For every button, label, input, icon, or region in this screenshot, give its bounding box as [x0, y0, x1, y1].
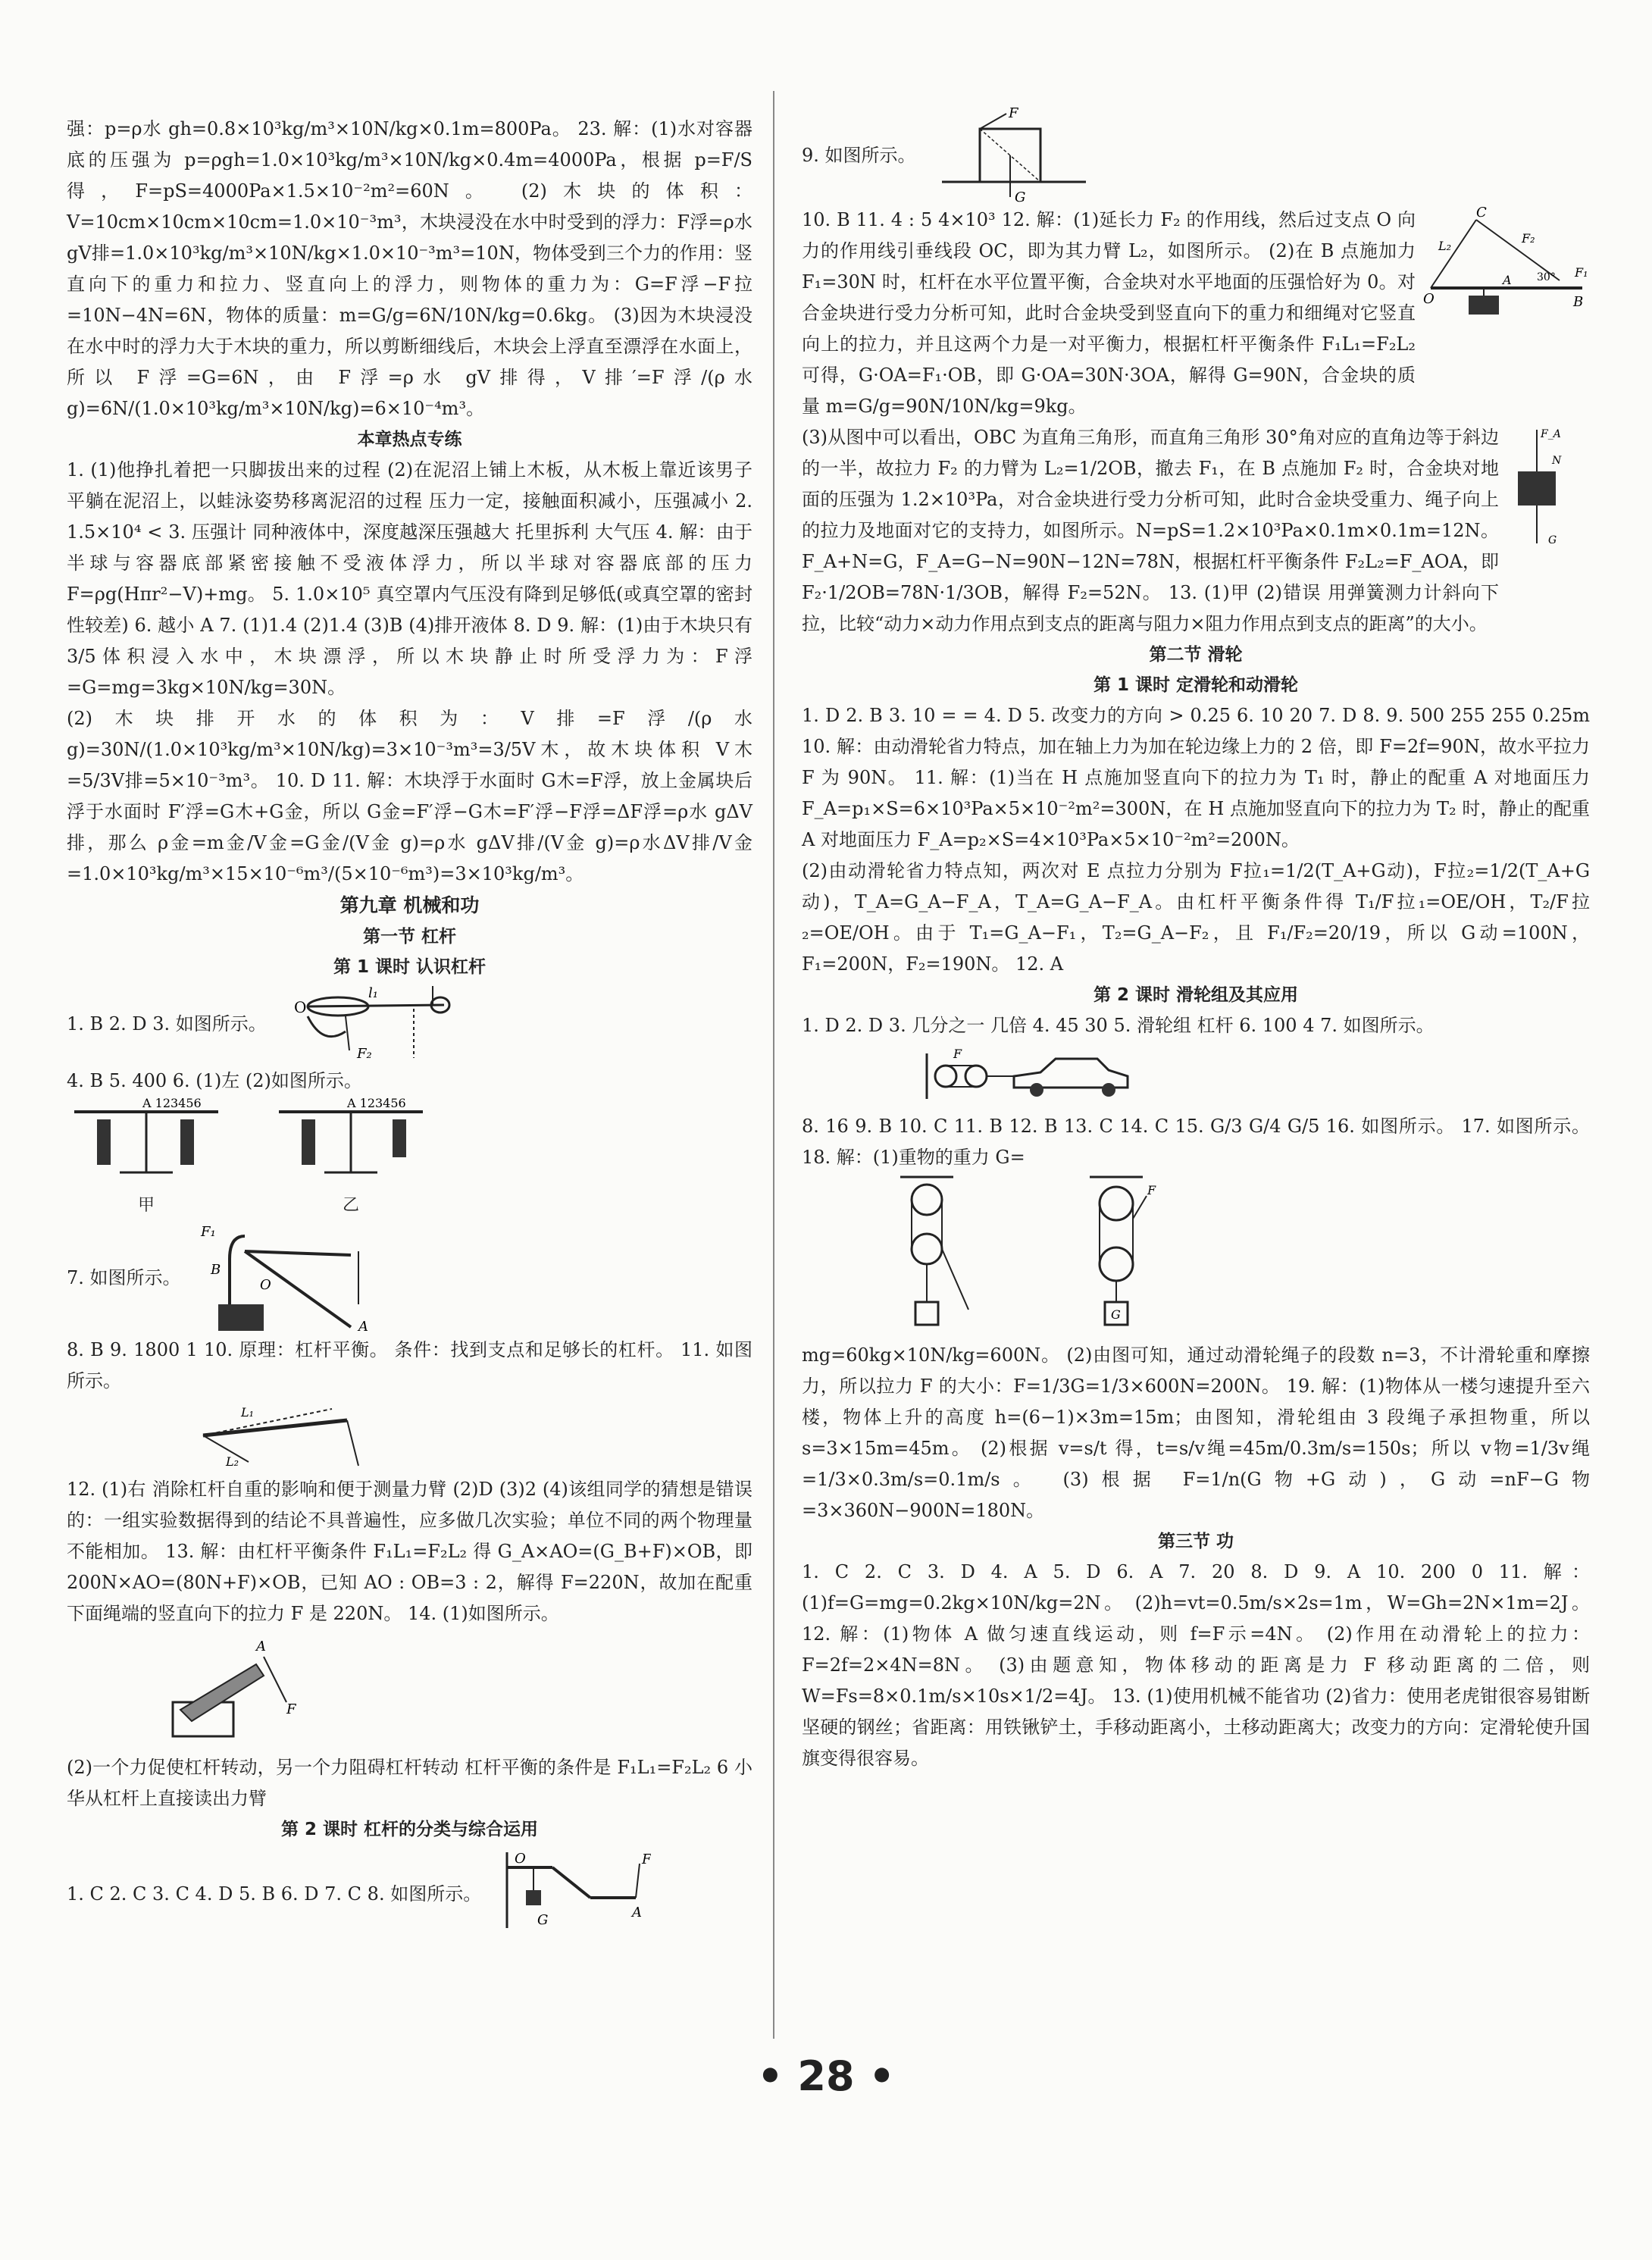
lever-figure-11 — [196, 1401, 752, 1470]
pump-lever-figure — [199, 1221, 389, 1335]
pulley-figure-17 — [1075, 1173, 1165, 1340]
label-F: F — [953, 1047, 962, 1061]
answer-block-pulley-2: (2)由动滑轮省力特点知，两次对 E 点拉力分别为 F拉₁=1/2(T_A+G动)，F拉₂=1/2(T_A+G动)，T_A=G_A−F_A，T_A=G_A−F_A。由杠杆平衡条件得 T₁/F拉₁=OE/OH，T₂/F拉₂=OE/OH。由于 T₁=G_A−F₁，T₂=G_A−F₂，且 F₁/F₂=20/19，所以 G动=100N，F₁=200N，F₂=190N。 12. A — [802, 860, 1590, 975]
answer-12-wrap — [802, 205, 1590, 422]
answer-line: 4. B 5. 400 6. (1)左 (2)如图所示。 — [67, 1070, 362, 1091]
ruler-label: A 123456 — [347, 1097, 406, 1110]
label-L1: L₁ — [241, 1405, 255, 1420]
lever-figure-8 — [499, 1845, 651, 1943]
force-diagram-figure — [1507, 422, 1575, 551]
answer-block-12: 12. (1)右 消除杠杆自重的影响和便于测量力臂 (2)D (3)2 (4)该组同学的猜想是错误的：一组实验数据得到的结论不具普遍性，应多做几次实验；单位不同的两个物理量不能相加。 13. 解：由杠杆平衡条件 F₁L₁=F₂L₂ 得 G_A×AO=(G_B+F)×OB，即 200N×AO=(80N+F)×OB，已知 AO : OB=3 : 2，解得 F=220N，故加在配重下面绳端的竖直向下的拉力 F 是 220N。 14. (1)如图所示。 — [67, 1479, 752, 1624]
section-title-lever: 第一节 杠杆 — [362, 927, 456, 947]
label-A: A — [358, 1319, 368, 1335]
balance-figures — [67, 1097, 752, 1221]
label-A: A — [1503, 273, 1512, 287]
answer-block-14b: (2)一个力促使杠杆转动，另一个力阻碍杠杆转动 杠杆平衡的条件是 F₁L₁=F₂L₂ 6 小华从杠杆上直接读出力臂 — [67, 1757, 752, 1809]
caption-jia: 甲 — [137, 1196, 155, 1215]
label-F1: F₁ — [1575, 265, 1588, 280]
lever-angle-figure — [1423, 205, 1590, 318]
answer-line: 1. C 2. C 3. C 4. D 5. B 6. D 7. C 8. 如图所示。 — [67, 1883, 482, 1905]
answer-block-12-3: (3)从图中可以看出，OBC 为直角三角形，而直角三角形 30°角对应的直角边等于斜边的一半，故拉力 F₂ 的力臂为 L₂=1/2OB，撤去 F₁，在 B 点施加 F₂ 时，合金块对地面的压强为 1.2×10³Pa，对合金块进行受力分析可知，此时合金块受重力、绳子向上的拉力及地面对它的支持力，如图所示。N=pS=1.2×10³Pa×0.1m×0.1m=12N。F_A+N=G，F_A=G−N=90N−12N=78N，根据杠杆平衡条件 F₂L₂=F_AOA，即 F₂·1/2OB=78N·1/3OB，解得 F₂=52N。 13. (1)甲 (2)错误 用弹簧测力计斜向下拉，比较“动力×动力作用点到支点的距离与阻力×阻力作用点到支点的距离”的大小。 — [802, 427, 1499, 634]
answer-block-pulley-3: 8. 16 9. B 10. C 11. B 12. B 13. C 14. C 15. G/3 G/4 G/5 16. 如图所示。 17. 如图所示。 18. 解：(1)重物的重力 G= — [802, 1116, 1590, 1168]
balance-figure-jia — [67, 1097, 226, 1221]
answer-line: 9. 如图所示。 — [802, 144, 916, 166]
label-F: F — [642, 1852, 652, 1867]
label-F2: F₂ — [1522, 231, 1535, 246]
label-F2: F₂ — [356, 1046, 372, 1062]
label-B: B — [1573, 294, 1584, 310]
car-pulley-figure — [923, 1046, 1590, 1107]
pulley-figures — [893, 1173, 1590, 1340]
label-B: B — [210, 1262, 221, 1278]
lesson-title-2: 第 2 课时 杠杆的分类与综合运用 — [280, 1820, 539, 1839]
left-column — [67, 114, 752, 1943]
label-C: C — [1476, 205, 1487, 221]
label-A: A — [256, 1639, 266, 1654]
answer-line: 7. 如图所示。 — [67, 1266, 181, 1288]
right-column — [802, 106, 1590, 1774]
label-l1: l₁ — [368, 985, 378, 1001]
answer-line: 1. D 2. D 3. 几分之一 几倍 4. 45 30 5. 滑轮组 杠杆 6. 100 4 7. 如图所示。 — [802, 1015, 1435, 1036]
label-F: F — [286, 1701, 296, 1717]
box-force-figure — [934, 106, 1101, 205]
caption-yi: 乙 — [342, 1196, 359, 1215]
section-title-work: 第三节 功 — [1157, 1532, 1234, 1551]
label-N: N — [1552, 455, 1562, 467]
column-divider — [773, 91, 774, 2039]
answer-row-last — [67, 1845, 752, 1943]
lesson-title-1: 第 1 课时 认识杠杆 — [333, 957, 487, 977]
page-number: • 28 • — [757, 2052, 895, 2100]
section-heading-hot: 本章热点专练 — [357, 430, 462, 449]
answer-block-hot-2: (2)木块排开水的体积为：V排=F浮/(ρ水 g)=30N/(1.0×10³kg/m³×10N/kg)=3×10⁻³m³=3/5V木，故木块体积 V木=5/3V排=5×10⁻³m³。 10. D 11. 解：木块浮于水面时 G木=F浮，放上金属块后浮于水面时 F′浮=G木+G金，所以 G金=F′浮−G木=F′浮−F浮=ΔF浮=ρ水 gΔV排，那么 ρ金=m金/V金=G金/(V金 g)=ρ水 gΔV排/(V金 g)=ρ水ΔV排/V金=1.0×10³kg/m³×15×10⁻⁶m³/(5×10⁻⁶m³)=3×10³kg/m³。 — [67, 708, 752, 884]
lesson-title-pulley-1: 第 1 课时 定滑轮和动滑轮 — [1093, 675, 1299, 695]
lesson-title-pulley-2: 第 2 课时 滑轮组及其应用 — [1093, 985, 1299, 1005]
answer-row-1-3 — [67, 982, 752, 1066]
label-G: G — [537, 1912, 549, 1928]
label-30: 30° — [1537, 271, 1556, 283]
answer-block-12: 10. B 11. 4 : 5 4×10³ 12. 解：(1)延长力 F₂ 的作用线，然后过支点 O 向力的作用线引垂线段 OC，即为其力臂 L₂，如图所示。 (2)在 B 点施加力 F₁=30N 时，杠杆在水平位置平衡，合金块对水平地面的压强恰好为 0。对合金块进行受力分析可知，此时合金块受到竖直向下的重力和细绳对它竖直向上的拉力，并且这两个力是一对平衡力，根据杠杆平衡条件 F₁L₁=F₂L₂ 可得，G·OA=F₁·OB，即 G·OA=30N·3OA，解得 G=90N，合金块的质量 m=G/g=90N/10N/kg=9kg。 — [802, 209, 1416, 417]
answer-12-3-wrap — [802, 422, 1590, 640]
label-O: O — [293, 998, 307, 1016]
label-L2: L₂ — [226, 1454, 239, 1469]
label-O: O — [259, 1277, 271, 1293]
answer-line: 1. B 2. D 3. 如图所示。 — [67, 1013, 267, 1035]
answer-block-23: 强：p=ρ水 gh=0.8×10³kg/m³×10N/kg×0.1m=800Pa。 23. 解：(1)水对容器底的压强为 p=ρgh=1.0×10³kg/m³×10N/kg×0.4m=4000Pa，根据 p=F/S 得，F=pS=4000Pa×1.5×10⁻²m²=60N。 (2)木块的体积：V=10cm×10cm×10cm=1.0×10⁻³m³，木块浸没在水中时受到的浮力：F浮=ρ水 gV排=1.0×10³kg/m³×10N/kg×1.0×10⁻³m³=10N，物体受到三个力的作用：竖直向下的重力和拉力、竖直向上的浮力，则物体的重力为：G=F浮−F拉=10N−4N=6N，物体的质量：m=G/g=6N/10N/kg=0.6kg。 (3)因为木块浸没在水中时的浮力大于木块的重力，所以剪断细线后，木块会上浮直至漂浮在水面上，所以 F浮=G=6N，由 F浮=ρ水 gV排得，V排′=F浮/(ρ水 g)=6N/(1.0×10³kg/m³×10N/kg)=6×10⁻⁴m³。 — [67, 118, 752, 419]
pulley-figure-16 — [893, 1173, 984, 1340]
answer-line: 8. B 9. 1800 1 10. 原理：杠杆平衡。 条件：找到支点和足够长的杠杆。 11. 如图所示。 — [67, 1339, 752, 1391]
lever-figure-14 — [150, 1634, 752, 1748]
chapter-title: 第九章 机械和功 — [339, 894, 480, 916]
label-O: O — [1423, 291, 1435, 307]
answer-row-7 — [67, 1221, 752, 1335]
label-F1: F₁ — [200, 1224, 216, 1240]
balance-figure-yi — [271, 1097, 430, 1221]
label-G: G — [1548, 534, 1557, 546]
label-G: G — [1014, 189, 1025, 205]
label-O: O — [515, 1851, 526, 1867]
label-F: F — [1147, 1183, 1156, 1197]
label-A: A — [632, 1905, 643, 1920]
answer-block-pulley-1: 1. D 2. B 3. 10 = = 4. D 5. 改变力的方向 > 0.25 6. 10 20 7. D 8. 9. 500 255 255 0.25m 10. 解：由动滑轮省力特点，加在轴上力为加在轮边缘上力的 2 倍，即 F=2f=90N，故水平拉力 F 为 90N。 11. 解：(1)当在 H 点施加竖直向下的拉力为 T₁ 时，静止的配重 A 对地面压力 F_A=p₁×S=6×10³Pa×5×10⁻²m²=300N，在 H 点施加竖直向下的拉力为 T₂ 时，静止的配重 A 对地面压力 F_A=p₂×S=4×10³Pa×5×10⁻²m²=200N。 — [802, 705, 1590, 850]
section-title-pulley: 第二节 滑轮 — [1149, 645, 1243, 665]
label-G: G — [1111, 1307, 1121, 1322]
ruler-label: A 123456 — [142, 1097, 202, 1110]
label-L2: L₂ — [1438, 239, 1452, 253]
answer-block-work: 1. C 2. C 3. D 4. A 5. D 6. A 7. 20 8. D 9. A 10. 200 0 11. 解：(1)f=G=mg=0.2kg×10N/kg=2N。 (2)h=vt=0.5m/s×2s=1m，W=Gh=2N×1m=2J。 12. 解：(1)物体 A 做匀速直线运动，则 f=F示=4N。 (2)作用在动滑轮上的拉力：F=2f=2×4N=8N。 (3)由题意知，物体移动的距离是力 F 移动距离的二倍，则 W=Fs=8×0.1m/s×10s×1/2=4J。 13. (1)使用机械不能省功 (2)省力：使用老虎钳很容易钳断坚硬的钢丝；省距离：用铁锹铲土，手移动距离小，土移动距离大；改变力的方向：定滑轮使升国旗变得很容易。 — [802, 1561, 1590, 1769]
answer-row-9 — [802, 106, 1590, 205]
answer-block-hot: 1. (1)他挣扎着把一只脚拔出来的过程 (2)在泥沼上铺上木板，从木板上靠近该男子 平躺在泥沼上，以蛙泳姿势移离泥沼的过程 压力一定，接触面积减小，压强减小 2. 1.5×10⁴ < 3. 压强计 同种液体中，深度越深压强越大 托里拆利 大气压 4. 解：由于半球与容器底部紧密接触不受液体浮力，所以半球对容器底部的压力 F=ρg(Hπr²−V)+mg。 5. 1.0×10⁵ 真空罩内气压没有降到足够低(或真空罩的密封性较差) 6. 越小 A 7. (1)1.4 (2)1.4 (3)B (4)排开液体 8. D 9. 解：(1)由于木块只有3/5体积浸入水中，木块漂浮，所以木块静止时所受浮力为：F浮=G=mg=3kg×10N/kg=30N。 — [67, 459, 752, 698]
label-FA: F_A — [1541, 428, 1561, 440]
lever-figure-3 — [285, 982, 459, 1066]
label-F: F — [1008, 106, 1018, 121]
answer-block-pulley-4: mg=60kg×10N/kg=600N。 (2)由图可知，通过动滑轮绳子的段数 n=3，不计滑轮重和摩擦力，所以拉力 F 的大小：F=1/3G=1/3×600N=200N。 19. 解：(1)物体从一楼匀速提升至六楼，物体上升的高度 h=(6−1)×3m=15m；由图知，滑轮组由 3 段绳子承担物重，所以 s=3×15m=45m。 (2)根据 v=s/t 得，t=s/v绳=45m/0.3m/s=150s；所以 v物=1/3v绳=1/3×0.3m/s=0.1m/s。 (3)根据 F=1/n(G物+G动)，G动=nF−G物=3×360N−900N=180N。 — [802, 1344, 1590, 1521]
